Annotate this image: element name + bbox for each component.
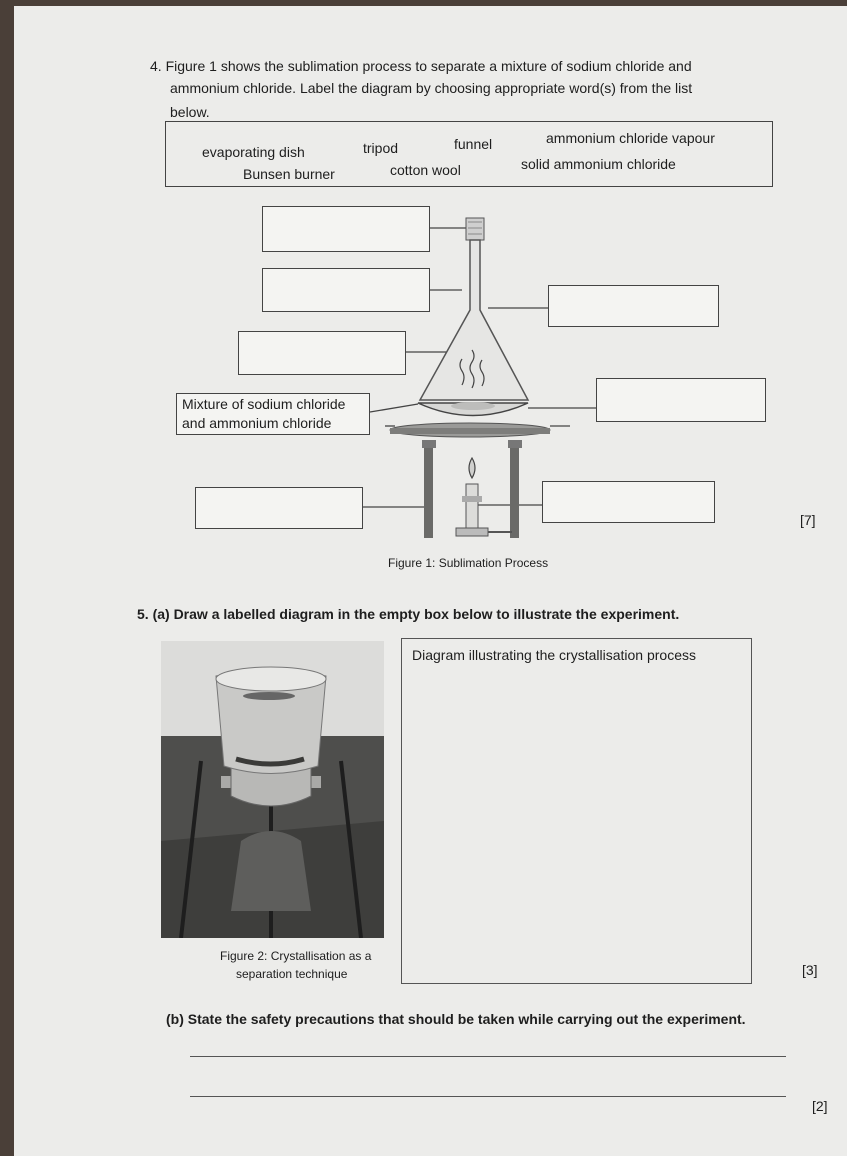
given-label-line1: Mixture of sodium chloride — [182, 396, 346, 412]
diagram-box-title: Diagram illustrating the crystallisation process — [412, 647, 696, 663]
word-ammonium-chloride-vapour: ammonium chloride vapour — [546, 130, 715, 146]
label-box-6[interactable] — [195, 487, 363, 529]
figure2-caption-line1: Figure 2: Crystallisation as a — [220, 949, 372, 963]
label-box-1[interactable] — [262, 206, 430, 252]
label-box-7[interactable] — [542, 481, 715, 523]
bunsen-burner-icon — [466, 484, 478, 528]
word-bunsen-burner: Bunsen burner — [243, 166, 335, 182]
given-label-line2: and ammonium chloride — [182, 415, 332, 431]
label-box-4[interactable] — [238, 331, 406, 375]
figure1-caption: Figure 1: Sublimation Process — [388, 556, 549, 570]
q4-text-line3: below. — [170, 104, 210, 120]
label-box-3[interactable] — [548, 285, 719, 327]
word-tripod: tripod — [363, 140, 399, 156]
burner-in-photo-icon — [231, 831, 311, 911]
q5b-marks: [2] — [812, 1098, 828, 1114]
mixture-icon — [451, 402, 495, 410]
crystallisation-photo — [161, 641, 384, 938]
q4-text-line2: ammonium chloride. Label the diagram by choosing appropriate word(s) from the list — [170, 80, 693, 96]
figure2-caption-line2: separation technique — [236, 967, 348, 981]
diagram-drawing-box[interactable] — [401, 638, 752, 984]
cotton-wool-plug-icon — [466, 218, 484, 240]
q5a-text: 5. (a) Draw a labelled diagram in the empty box below to illustrate the experiment. — [137, 606, 680, 622]
label-box-2[interactable] — [262, 268, 430, 312]
q5b-text: (b) State the safety precautions that should be taken while carrying out the experiment. — [166, 1011, 746, 1027]
word-solid-ammonium-chloride: solid ammonium chloride — [521, 156, 676, 172]
flame-icon — [469, 458, 475, 478]
word-funnel: funnel — [454, 136, 493, 152]
given-label-mixture — [176, 393, 370, 435]
answer-line-1[interactable] — [190, 1056, 786, 1057]
word-evaporating-dish: evaporating dish — [202, 144, 305, 160]
funnel-icon — [420, 240, 528, 400]
answer-line-2[interactable] — [190, 1096, 786, 1097]
q4-marks: [7] — [800, 512, 816, 528]
word-cotton-wool: cotton wool — [390, 162, 461, 178]
q4-text-line1: 4. Figure 1 shows the sublimation process to separate a mixture of sodium chloride and — [150, 58, 692, 74]
label-box-5[interactable] — [596, 378, 766, 422]
q5a-marks: [3] — [802, 962, 818, 978]
